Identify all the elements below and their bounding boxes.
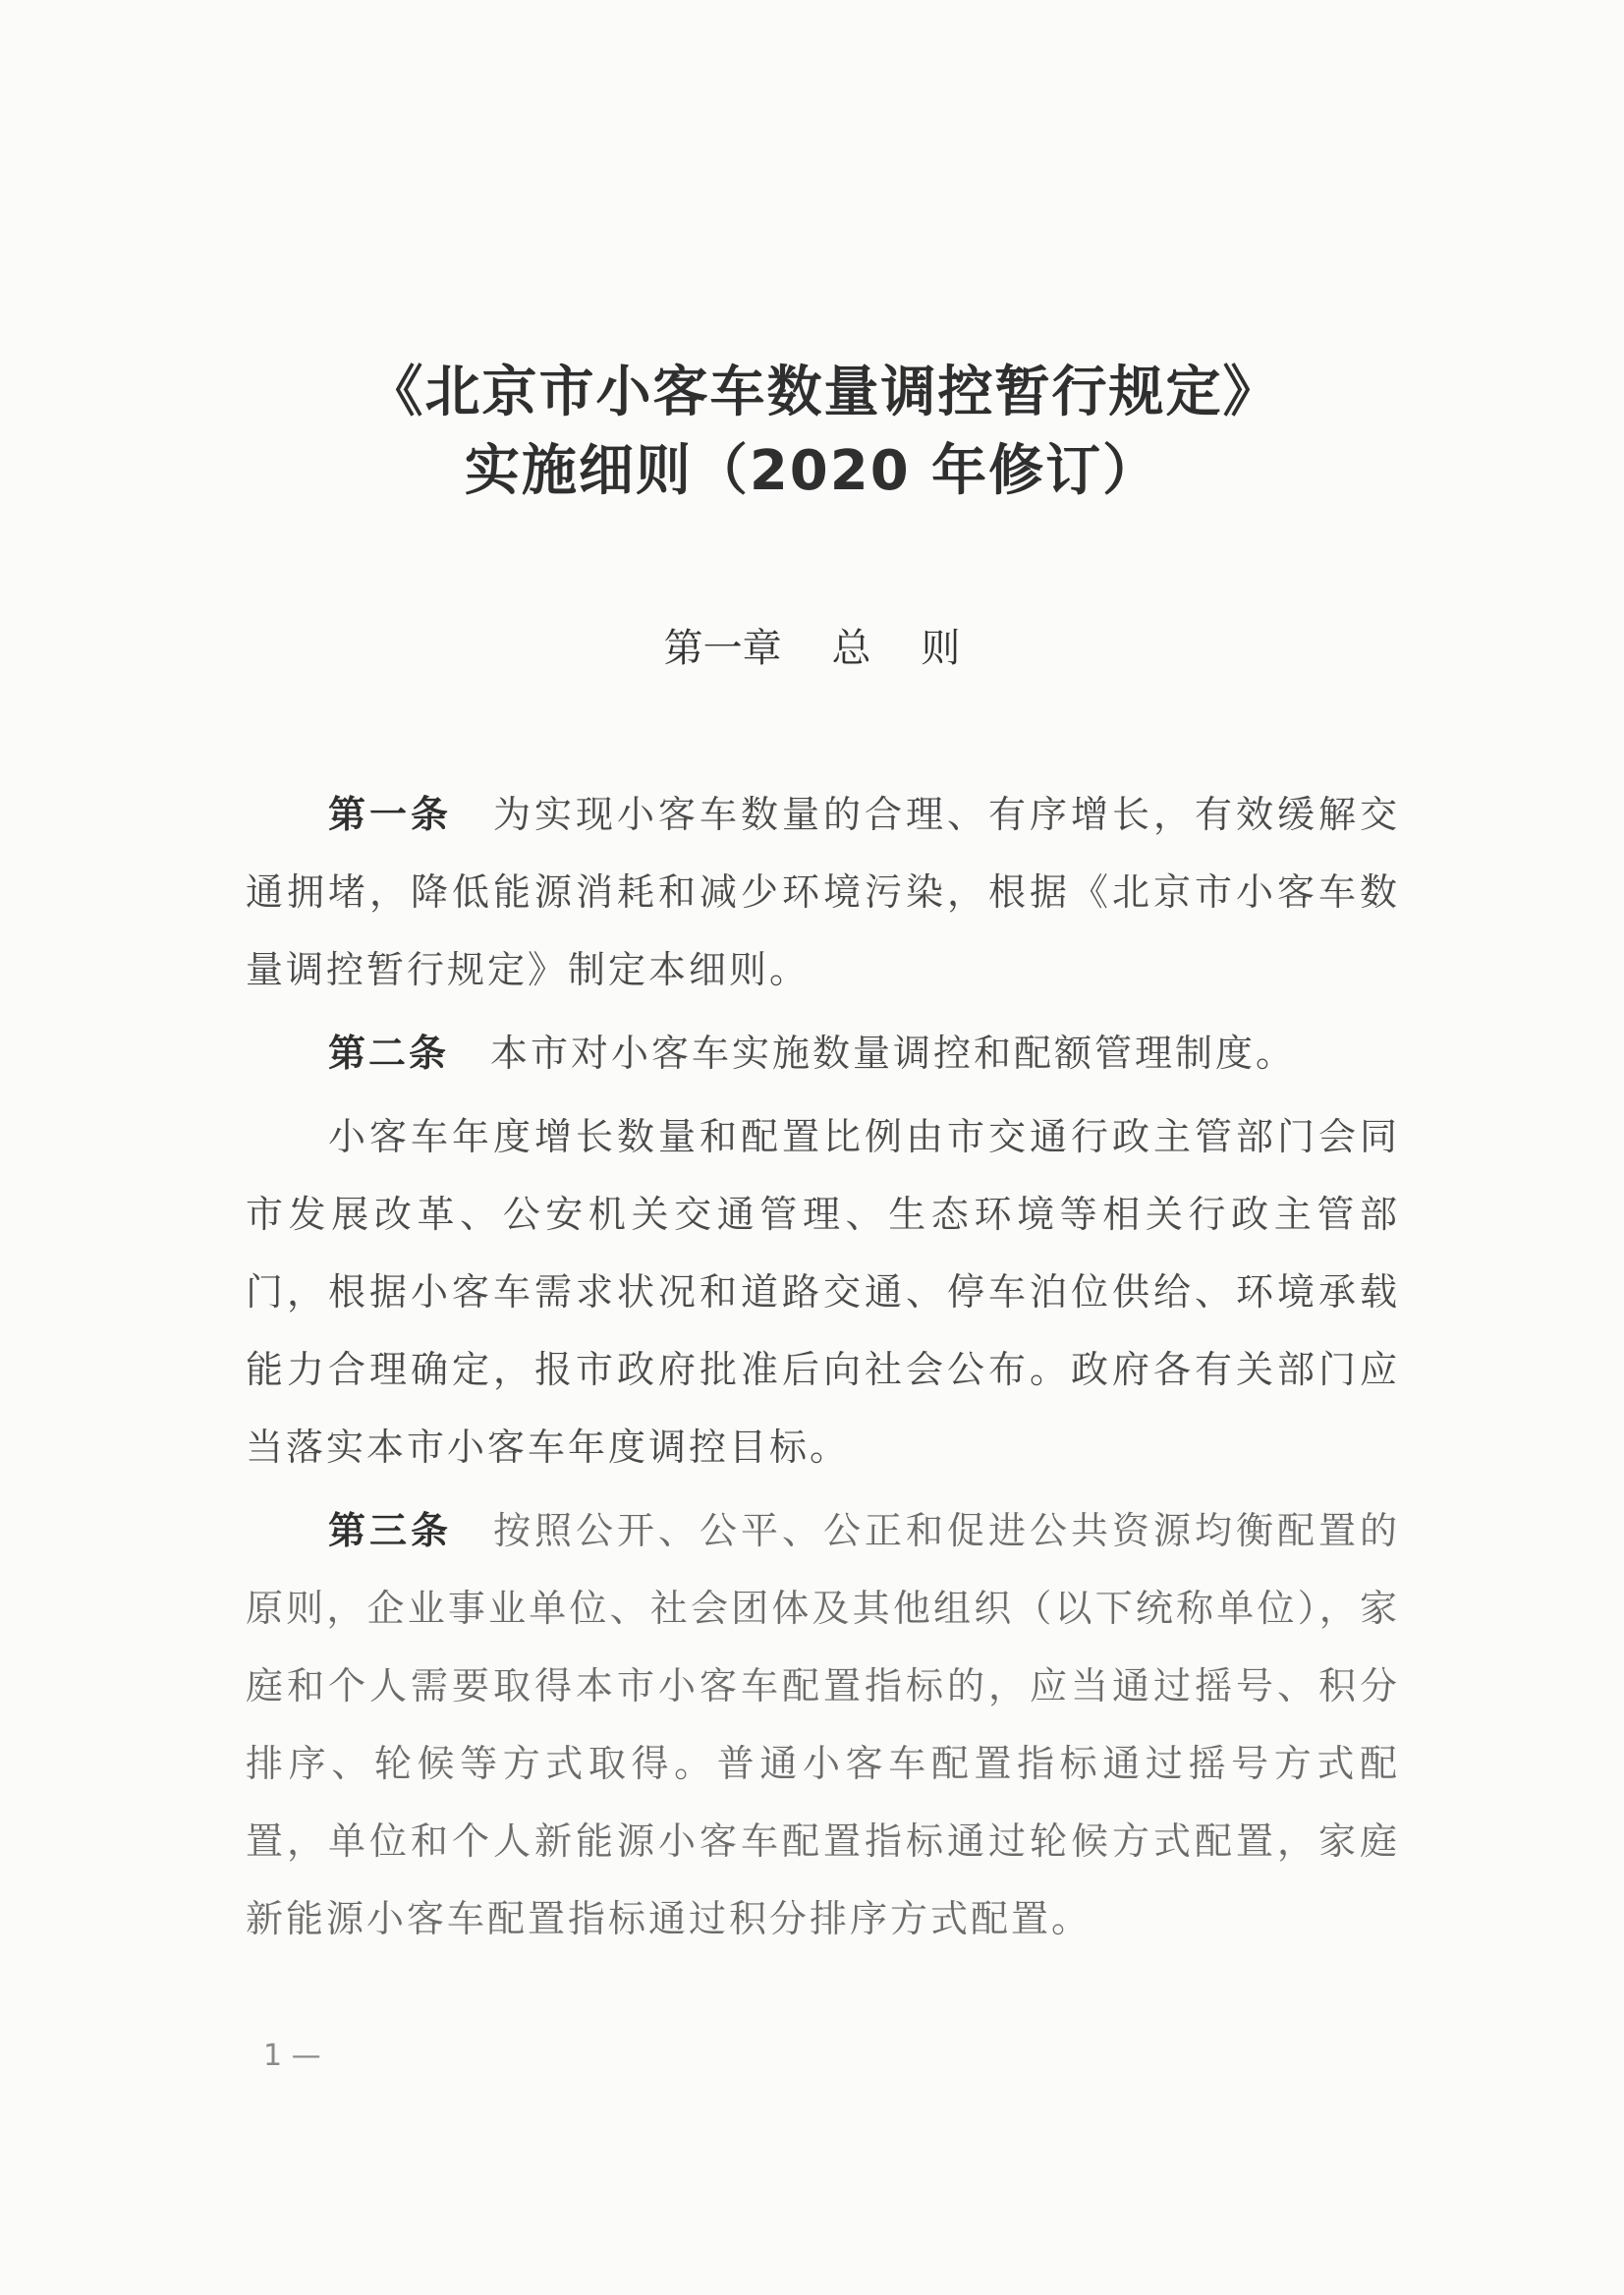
chapter-heading: 第一章 总 则: [663, 626, 961, 671]
title-line-1: 《北京市小客车数量调控暂行规定》: [367, 361, 1280, 424]
article-label: 第一条: [328, 793, 452, 836]
article-2: [246, 1015, 1400, 1092]
article-text: 为实现小客车数量的合理、有序增长，有效缓解交通拥堵，降低能源消耗和减少环境污染，根据《北京市小客车数量调控暂行规定》制定本细则。: [246, 793, 1400, 991]
document-title: [0, 354, 1624, 511]
page-number: 1 —: [263, 2039, 321, 2073]
paragraph-text: 小客车年度增长数量和配置比例由市交通行政主管部门会同市发展改革、公安机关交通管理、生态环境等相关行政主管部门，根据小客车需求状况和道路交通、停车泊位供给、环境承载能力合理确定，报市政府批准后向社会公布。政府各有关部门应当落实本市小客车年度调控目标。: [246, 1115, 1400, 1469]
article-text: 按照公开、公平、公正和促进公共资源均衡配置的原则，企业事业单位、社会团体及其他组织（以下统称单位），家庭和个人需要取得本市小客车配置指标的，应当通过摇号、积分排序、轮候等方式取得。普通小客车配置指标通过摇号方式配置，单位和个人新能源小客车配置指标通过轮候方式配置，家庭新能源小客车配置指标通过积分排序方式配置。: [246, 1509, 1400, 1940]
document-body: [246, 776, 1400, 1964]
title-line-2: 实施细则（2020 年修订）: [464, 439, 1160, 503]
article-2-paragraph-2: [246, 1098, 1400, 1486]
article-text: 本市对小客车实施数量调控和配额管理制度。: [490, 1032, 1297, 1075]
article-label: 第三条: [328, 1509, 452, 1552]
article-label: 第二条: [328, 1032, 450, 1075]
article-1: [246, 776, 1400, 1009]
article-3: [246, 1492, 1400, 1958]
